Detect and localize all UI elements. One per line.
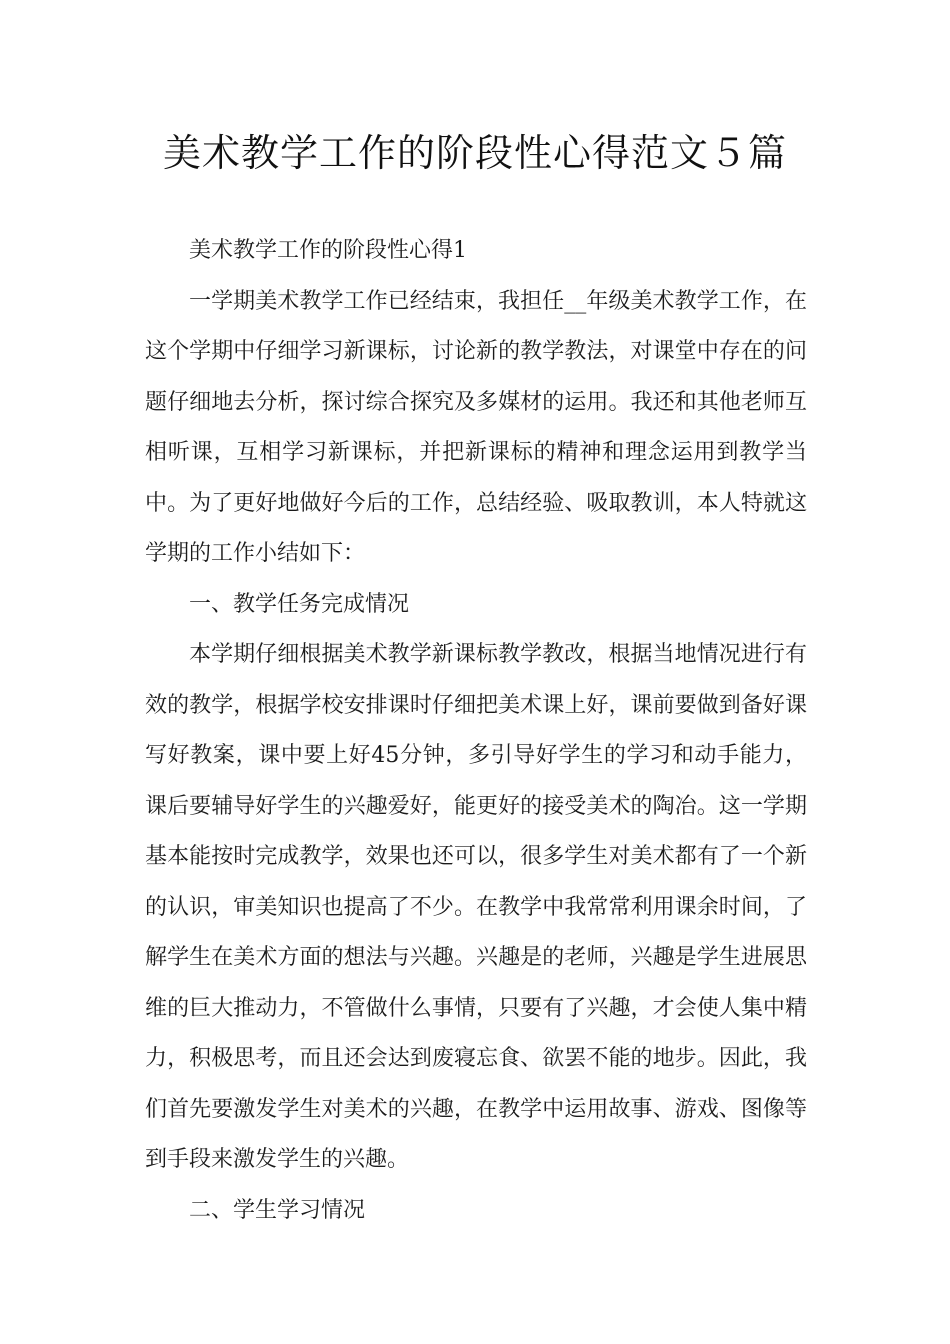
paragraph-intro: 一学期美术教学工作已经结束，我担任__年级美术教学工作，在这个学期中仔细学习新课标，讨论新的教学教法，对课堂中存在的问题仔细地去分析，探讨综合探究及多媒材的运用。我还和其他老师互相听课，互相学习新课标，并把新课标的精神和理念运用到教学当中。为了更好地做好今后的工作，总结经验、吸取教训，本人特就这学期的工作小结如下： bbox=[145, 288, 807, 566]
document-body bbox=[145, 226, 807, 1236]
section-heading-1: 美术教学工作的阶段性心得1 bbox=[189, 238, 467, 263]
paragraph-teaching-tasks: 本学期仔细根据美术教学新课标教学教改，根据当地情况进行有效的教学，根据学校安排课时仔细把美术课上好，课前要做到备好课写好教案，课中要上好45分钟，多引导好学生的学习和动手能力，课后要辅导好学生的兴趣爱好，能更好的接受美术的陶冶。这一学期基本能按时完成教学，效果也还可以，很多学生对美术都有了一个新的认识，审美知识也提高了不少。在教学中我常常利用课余时间，了解学生在美术方面的想法与兴趣。兴趣是的老师，兴趣是学生进展思维的巨大推动力，不管做什么事情，只要有了兴趣，才会使人集中精力，积极思考，而且还会达到废寝忘食、欲罢不能的地步。因此，我们首先要激发学生对美术的兴趣，在教学中运用故事、游戏、图像等到手段来激发学生的兴趣。 bbox=[145, 642, 807, 1172]
subheading-student-learning: 二、学生学习情况 bbox=[189, 1197, 366, 1223]
subheading-teaching-tasks: 一、教学任务完成情况 bbox=[189, 591, 410, 617]
document-title: 美术教学工作的阶段性心得范文５篇 bbox=[162, 131, 787, 175]
